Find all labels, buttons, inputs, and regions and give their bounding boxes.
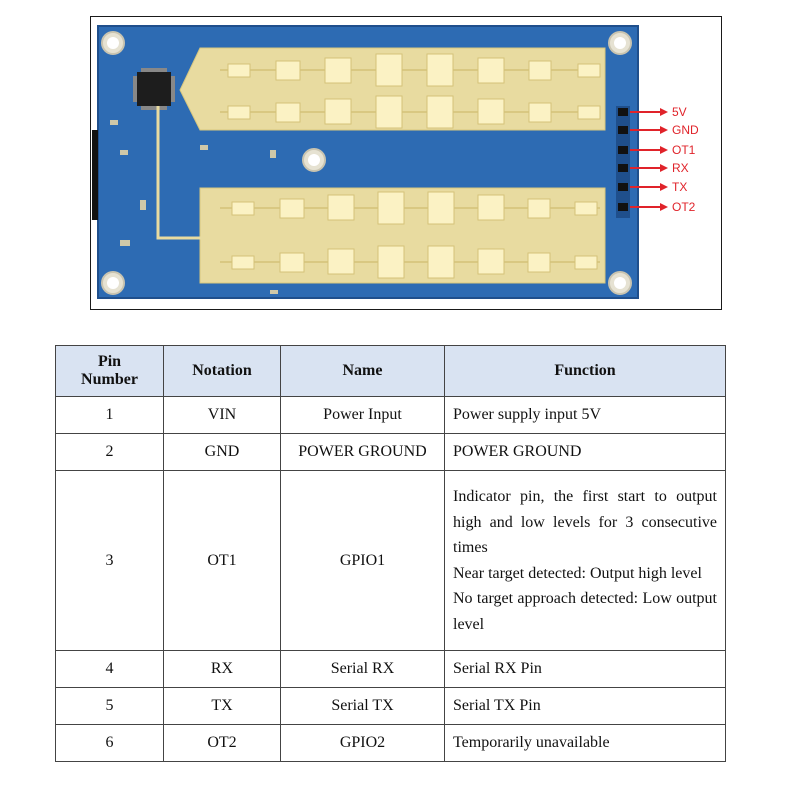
function-line: Indicator pin, the first start to output high and low levels for 3 consecutive times [453, 488, 717, 556]
header-pin-number [56, 346, 164, 397]
cell-function: Power supply input 5V [445, 397, 726, 434]
table-header-row [56, 346, 726, 397]
radar-module-pcb-photo [0, 0, 800, 320]
cell-name: Serial RX [281, 651, 445, 688]
header-pins [616, 106, 630, 218]
table-row [56, 434, 726, 471]
header-name: Name [281, 346, 445, 397]
cell-notation: VIN [164, 397, 281, 434]
cell-function: Temporarily unavailable [445, 725, 726, 762]
header-notation: Notation [164, 346, 281, 397]
cell-function: POWER GROUND [445, 434, 726, 471]
cell-name: Power Input [281, 397, 445, 434]
cell-name: Serial TX [281, 688, 445, 725]
pin-label-tx: TX [672, 180, 688, 194]
cell-notation: OT2 [164, 725, 281, 762]
table-row [56, 688, 726, 725]
pin-label-gnd: GND [672, 123, 699, 137]
cell-pin: 4 [56, 651, 164, 688]
pin-label-5v: 5V [672, 105, 687, 119]
pin-definition-table [55, 345, 726, 762]
cell-function: Serial RX Pin [445, 651, 726, 688]
function-line: Near target detected: Output high level [453, 564, 702, 582]
cell-notation: OT1 [164, 471, 281, 651]
side-connector [92, 130, 98, 220]
cell-name: GPIO1 [281, 471, 445, 651]
table-row [56, 651, 726, 688]
table-row [56, 725, 726, 762]
cell-pin: 2 [56, 434, 164, 471]
cell-name: GPIO2 [281, 725, 445, 762]
cell-notation: TX [164, 688, 281, 725]
function-line: No target approach detected: Low output level [453, 590, 717, 633]
header-pin-line2: Number [81, 371, 138, 388]
header-function: Function [445, 346, 726, 397]
cell-notation: RX [164, 651, 281, 688]
cell-function [445, 471, 726, 651]
header-pin-line1: Pin [97, 353, 122, 370]
cell-notation: GND [164, 434, 281, 471]
cell-function: Serial TX Pin [445, 688, 726, 725]
table-row [56, 397, 726, 434]
cell-pin: 1 [56, 397, 164, 434]
ic-chip [133, 68, 175, 110]
pin-label-ot2: OT2 [672, 200, 696, 214]
cell-name: POWER GROUND [281, 434, 445, 471]
cell-pin: 5 [56, 688, 164, 725]
cell-pin: 3 [56, 471, 164, 651]
pin-label-ot1: OT1 [672, 143, 696, 157]
cell-pin: 6 [56, 725, 164, 762]
table-row [56, 471, 726, 651]
pin-label-rx: RX [672, 161, 689, 175]
